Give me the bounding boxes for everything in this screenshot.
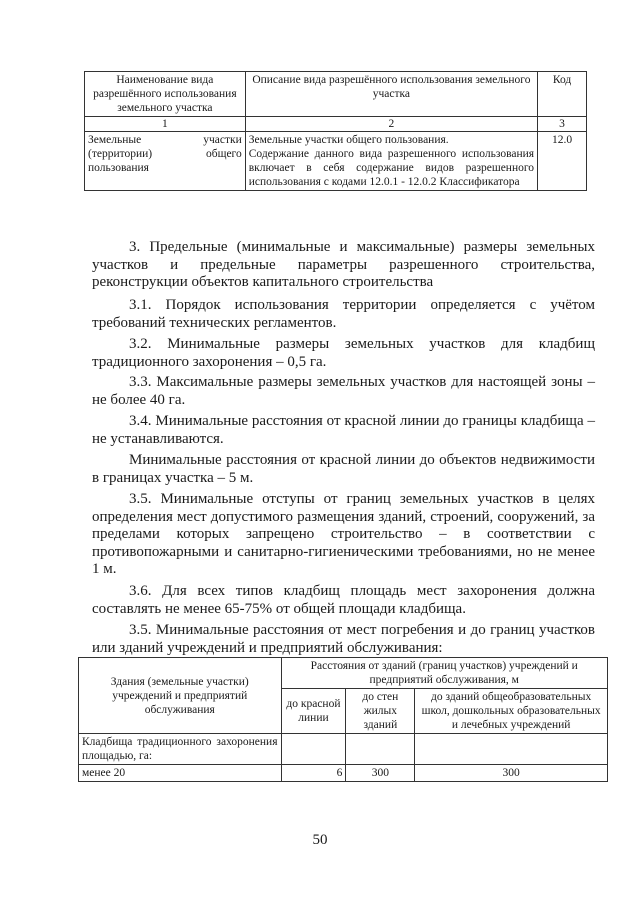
column-number-row	[85, 117, 587, 132]
paragraph-3-6: 3.6. Для всех типов кладбищ площадь мест захоронения должна составлять не менее 65-75% от общей площади кладбища.	[92, 583, 595, 617]
paragraph-red-line-distance: Минимальные расстояния от красной линии до объектов недвижимости в границах участка – 5 м.	[92, 452, 595, 486]
header-code: Код	[538, 72, 587, 117]
table-header-row	[85, 72, 587, 117]
paragraph-3-2: 3.2. Минимальные размеры земельных участков для кладбищ традиционного захоронения – 0,5 га.	[92, 336, 595, 370]
paragraph-3-5-burial-distances: 3.5. Минимальные расстояния от мест погребения и до границ участков или зданий учреждений и предприятий обслуживания:	[92, 622, 595, 656]
paragraph-3-3: 3.3. Максимальные размеры земельных участков для настоящей зоны – не более 40 га.	[92, 374, 595, 408]
paragraph-3-1: 3.1. Порядок использования территории определяется с учётом требований технических регламентов.	[92, 297, 595, 331]
header-red-line: до красной линии	[281, 689, 346, 734]
empty-cell	[346, 734, 415, 765]
paragraph-3: 3. Предельные (минимальные и максимальные) размеры земельных участков и предельные параметры разрешенного строительства, реконструкции объектов капитального строительства	[92, 239, 595, 290]
burial-distance-table	[78, 657, 608, 782]
table-row	[79, 765, 608, 782]
value-schools: 300	[415, 765, 608, 782]
description-line-2: Содержание данного вида разрешенного использования включает в себя содержание видов разрешенного использования с кодами 12.0.1 - 12.0.2 Классификатора	[248, 148, 535, 188]
paragraph-3-5-setbacks: 3.5. Минимальные отступы от границ земельных участков в целях определения мест допустимого размещения зданий, строений, сооружений, за пределами которых запрещено строительство – в соответствии с противопожарными и санитарно-гигиеническими требованиями, но не менее 1 м.	[92, 491, 595, 577]
column-number: 3	[538, 117, 587, 132]
page-number: 50	[312, 832, 328, 848]
column-number: 2	[245, 117, 537, 132]
column-number: 1	[85, 117, 246, 132]
code-cell: 12.0	[538, 132, 587, 191]
land-use-table	[84, 71, 587, 191]
header-use-description: Описание вида разрешённого использования земельного участка	[245, 72, 537, 117]
use-description-cell	[245, 132, 537, 191]
value-red-line: 6	[281, 765, 346, 782]
table-row	[85, 132, 587, 191]
row-label-cemeteries: Кладбища традиционного захоронения площадью, га:	[79, 734, 282, 765]
description-line-1: Земельные участки общего пользования.	[248, 134, 449, 146]
header-distances-group: Расстояния от зданий (границ участков) учреждений и предприятий обслуживания, м	[281, 658, 608, 689]
table-header-row	[79, 658, 608, 689]
header-schools: до зданий общеобразовательных школ, дошкольных образовательных и лечебных учреждений	[415, 689, 608, 734]
use-name-cell: Земельные участки (территории) общего пользования	[85, 132, 246, 191]
empty-cell	[281, 734, 346, 765]
value-residential: 300	[346, 765, 415, 782]
paragraph-3-4: 3.4. Минимальные расстояния от красной линии до границы кладбища – не устанавливаются.	[92, 413, 595, 447]
table-row	[79, 734, 608, 765]
header-residential: до стен жилых зданий	[346, 689, 415, 734]
row-label-area: менее 20	[79, 765, 282, 782]
header-buildings: Здания (земельные участки) учреждений и предприятий обслуживания	[79, 658, 282, 734]
header-use-name: Наименование вида разрешённого использования земельного участка	[85, 72, 246, 117]
empty-cell	[415, 734, 608, 765]
